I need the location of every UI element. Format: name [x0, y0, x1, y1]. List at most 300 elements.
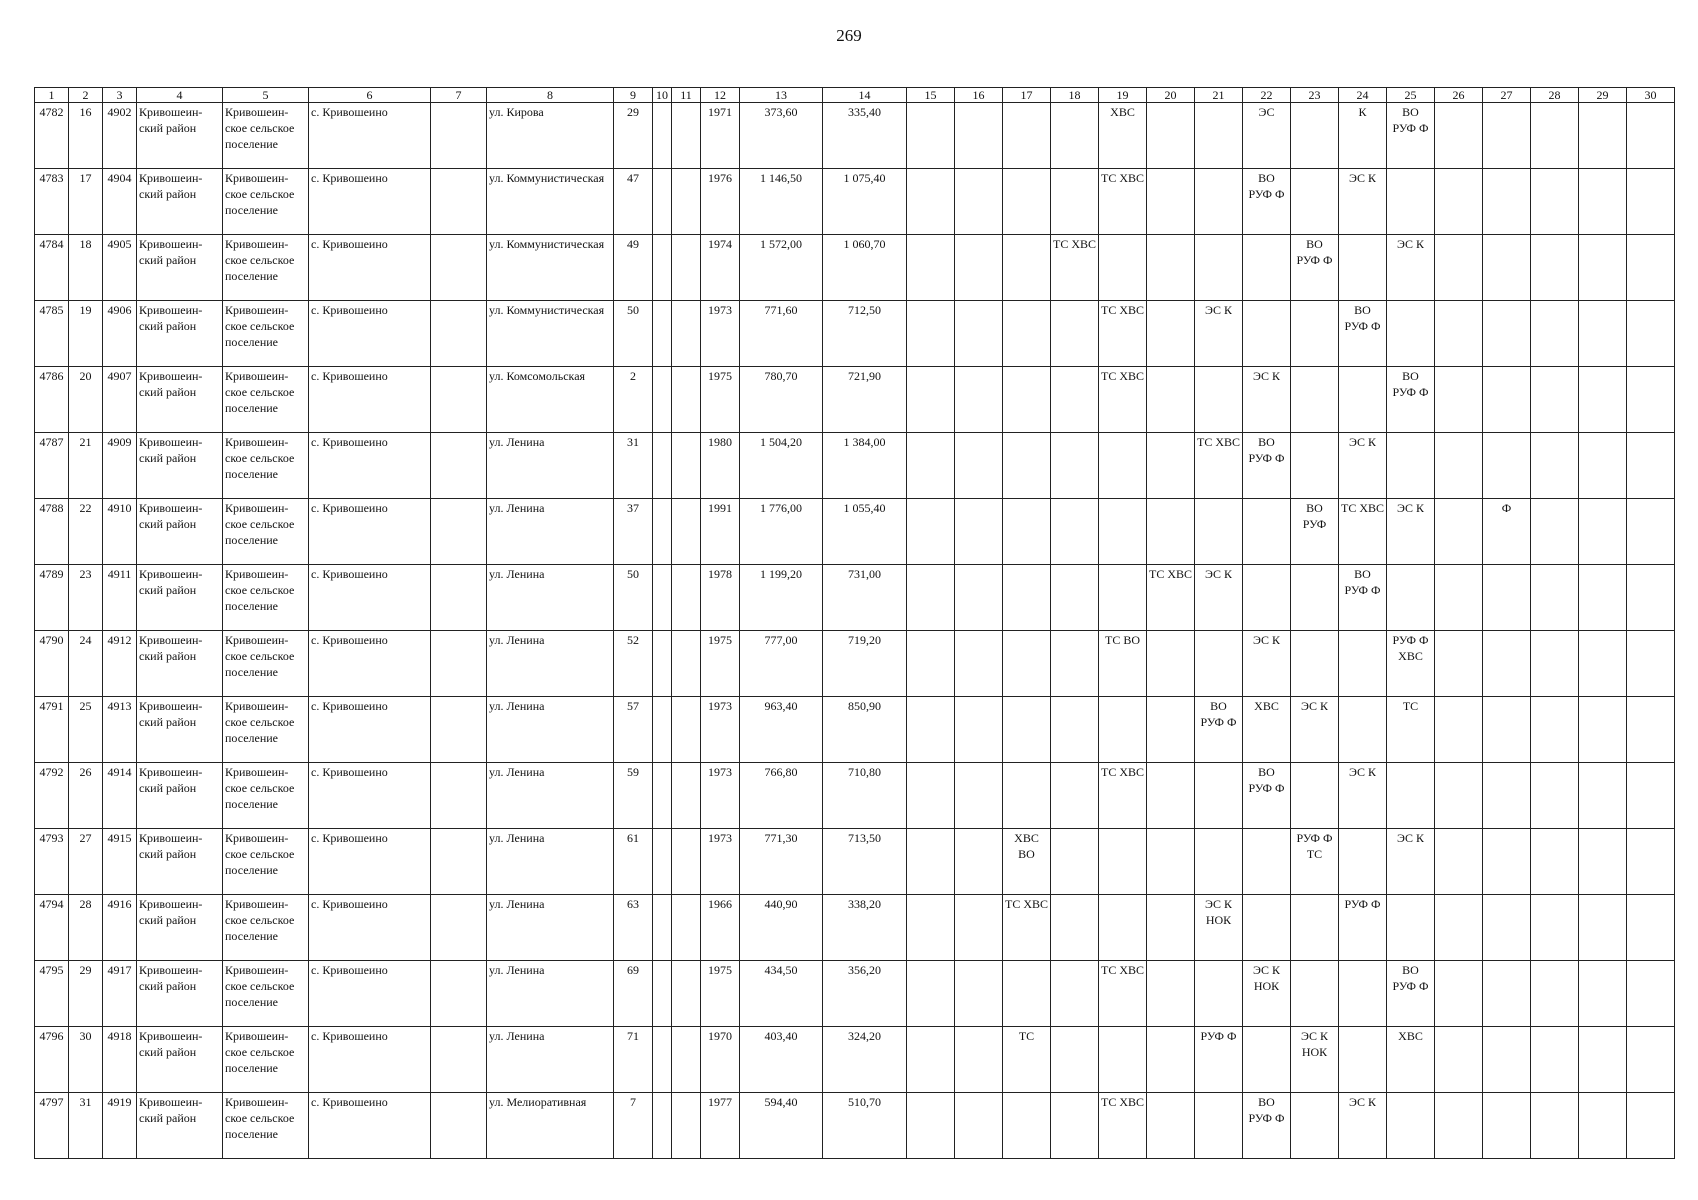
- table-cell-col-4: Кривошеин-ский район: [137, 631, 223, 697]
- table-cell-col-17: ТС: [1003, 1027, 1051, 1093]
- table-cell-col-28: [1531, 565, 1579, 631]
- table-cell-col-11: [672, 961, 701, 1027]
- table-row: [35, 499, 1675, 565]
- table-cell-col-15: [907, 763, 955, 829]
- table-cell-col-23: [1291, 763, 1339, 829]
- table-cell-col-15: [907, 1093, 955, 1159]
- table-cell-col-30: [1627, 433, 1675, 499]
- table-cell-col-18: [1051, 169, 1099, 235]
- table-cell-col-15: [907, 367, 955, 433]
- table-cell-col-2: 27: [69, 829, 103, 895]
- table-cell-col-25: [1387, 433, 1435, 499]
- table-cell-col-13: 771,30: [740, 829, 823, 895]
- column-header-10: 10: [653, 88, 672, 103]
- table-cell-col-6: с. Кривошеино: [309, 169, 431, 235]
- table-cell-col-24: [1339, 367, 1387, 433]
- table-cell-col-23: [1291, 1093, 1339, 1159]
- table-cell-col-11: [672, 367, 701, 433]
- column-header-21: 21: [1195, 88, 1243, 103]
- table-cell-col-5: Кривошеин-ское сельское поселение: [223, 631, 309, 697]
- table-cell-col-14: 731,00: [823, 565, 907, 631]
- table-cell-col-27: Ф: [1483, 499, 1531, 565]
- column-header-18: 18: [1051, 88, 1099, 103]
- table-cell-col-4: Кривошеин-ский район: [137, 367, 223, 433]
- table-cell-col-27: [1483, 565, 1531, 631]
- table-cell-col-10: [653, 697, 672, 763]
- table-cell-col-11: [672, 763, 701, 829]
- table-cell-col-3: 4909: [103, 433, 137, 499]
- table-cell-col-7: [431, 367, 487, 433]
- table-cell-col-26: [1435, 961, 1483, 1027]
- table-cell-col-2: 28: [69, 895, 103, 961]
- table-cell-col-12: 1973: [701, 829, 740, 895]
- column-header-30: 30: [1627, 88, 1675, 103]
- table-cell-col-5: Кривошеин-ское сельское поселение: [223, 367, 309, 433]
- column-header-13: 13: [740, 88, 823, 103]
- table-cell-col-28: [1531, 631, 1579, 697]
- table-cell-col-19: ТС ХВС: [1099, 367, 1147, 433]
- table-cell-col-8: ул. Ленина: [487, 697, 614, 763]
- table-cell-col-20: [1147, 169, 1195, 235]
- table-cell-col-23: [1291, 103, 1339, 169]
- table-cell-col-15: [907, 829, 955, 895]
- table-cell-col-14: 510,70: [823, 1093, 907, 1159]
- table-cell-col-5: Кривошеин-ское сельское поселение: [223, 499, 309, 565]
- table-cell-col-19: [1099, 829, 1147, 895]
- table-cell-col-3: 4910: [103, 499, 137, 565]
- table-cell-col-14: 850,90: [823, 697, 907, 763]
- table-cell-col-13: 1 146,50: [740, 169, 823, 235]
- table-cell-col-23: РУФ Ф ТС: [1291, 829, 1339, 895]
- table-cell-col-28: [1531, 829, 1579, 895]
- table-cell-col-3: 4917: [103, 961, 137, 1027]
- table-cell-col-14: 1 075,40: [823, 169, 907, 235]
- table-row: [35, 565, 1675, 631]
- table-cell-col-26: [1435, 895, 1483, 961]
- table-cell-col-21: [1195, 169, 1243, 235]
- table-cell-col-23: [1291, 433, 1339, 499]
- table-cell-col-16: [955, 763, 1003, 829]
- table-cell-col-11: [672, 169, 701, 235]
- table-cell-col-19: [1099, 565, 1147, 631]
- table-cell-col-21: [1195, 235, 1243, 301]
- table-cell-col-29: [1579, 301, 1627, 367]
- column-header-25: 25: [1387, 88, 1435, 103]
- column-header-1: 1: [35, 88, 69, 103]
- table-cell-col-22: ВО РУФ Ф: [1243, 433, 1291, 499]
- table-cell-col-6: с. Кривошеино: [309, 565, 431, 631]
- table-cell-col-3: 4913: [103, 697, 137, 763]
- table-cell-col-6: с. Кривошеино: [309, 631, 431, 697]
- table-cell-col-12: 1976: [701, 169, 740, 235]
- table-cell-col-13: 963,40: [740, 697, 823, 763]
- column-header-22: 22: [1243, 88, 1291, 103]
- table-cell-col-11: [672, 697, 701, 763]
- table-cell-col-3: 4904: [103, 169, 137, 235]
- column-header-20: 20: [1147, 88, 1195, 103]
- table-cell-col-3: 4902: [103, 103, 137, 169]
- table-cell-col-11: [672, 301, 701, 367]
- table-cell-col-5: Кривошеин-ское сельское поселение: [223, 829, 309, 895]
- table-cell-col-20: [1147, 697, 1195, 763]
- table-cell-col-3: 4918: [103, 1027, 137, 1093]
- table-cell-col-9: 59: [614, 763, 653, 829]
- table-cell-col-24: [1339, 961, 1387, 1027]
- table-cell-col-29: [1579, 169, 1627, 235]
- table-cell-col-26: [1435, 169, 1483, 235]
- table-row: [35, 169, 1675, 235]
- table-cell-col-3: 4911: [103, 565, 137, 631]
- table-cell-col-23: [1291, 631, 1339, 697]
- table-cell-col-10: [653, 169, 672, 235]
- table-cell-col-6: с. Кривошеино: [309, 235, 431, 301]
- table-cell-col-8: ул. Мелиоративная: [487, 1093, 614, 1159]
- column-header-29: 29: [1579, 88, 1627, 103]
- table-cell-col-15: [907, 235, 955, 301]
- table-cell-col-5: Кривошеин-ское сельское поселение: [223, 1027, 309, 1093]
- table-cell-col-26: [1435, 763, 1483, 829]
- table-cell-col-24: [1339, 631, 1387, 697]
- table-cell-col-8: ул. Коммунистическая: [487, 301, 614, 367]
- table-cell-col-1: 4788: [35, 499, 69, 565]
- column-header-11: 11: [672, 88, 701, 103]
- table-cell-col-30: [1627, 763, 1675, 829]
- table-cell-col-29: [1579, 565, 1627, 631]
- table-cell-col-20: [1147, 235, 1195, 301]
- table-cell-col-25: [1387, 301, 1435, 367]
- table-cell-col-25: ХВС: [1387, 1027, 1435, 1093]
- table-cell-col-2: 30: [69, 1027, 103, 1093]
- table-cell-col-5: Кривошеин-ское сельское поселение: [223, 235, 309, 301]
- table-cell-col-24: ВО РУФ Ф: [1339, 301, 1387, 367]
- table-cell-col-27: [1483, 1027, 1531, 1093]
- table-cell-col-7: [431, 433, 487, 499]
- table-cell-col-27: [1483, 631, 1531, 697]
- table-cell-col-26: [1435, 499, 1483, 565]
- table-cell-col-5: Кривошеин-ское сельское поселение: [223, 697, 309, 763]
- table-cell-col-4: Кривошеин-ский район: [137, 433, 223, 499]
- table-cell-col-22: [1243, 829, 1291, 895]
- table-cell-col-30: [1627, 697, 1675, 763]
- table-cell-col-6: с. Кривошеино: [309, 697, 431, 763]
- table-row: [35, 235, 1675, 301]
- table-cell-col-19: ТС ХВС: [1099, 1093, 1147, 1159]
- table-cell-col-8: ул. Комсомольская: [487, 367, 614, 433]
- table-cell-col-4: Кривошеин-ский район: [137, 235, 223, 301]
- table-cell-col-22: ЭС К: [1243, 367, 1291, 433]
- table-cell-col-13: 1 199,20: [740, 565, 823, 631]
- table-cell-col-1: 4791: [35, 697, 69, 763]
- table-cell-col-20: [1147, 631, 1195, 697]
- table-cell-col-9: 52: [614, 631, 653, 697]
- table-cell-col-1: 4794: [35, 895, 69, 961]
- table-cell-col-24: К: [1339, 103, 1387, 169]
- table-cell-col-27: [1483, 1093, 1531, 1159]
- table-cell-col-19: [1099, 697, 1147, 763]
- table-cell-col-9: 61: [614, 829, 653, 895]
- table-cell-col-22: [1243, 565, 1291, 631]
- column-header-15: 15: [907, 88, 955, 103]
- table-cell-col-17: [1003, 763, 1051, 829]
- table-cell-col-12: 1975: [701, 961, 740, 1027]
- table-cell-col-9: 31: [614, 433, 653, 499]
- table-cell-col-12: 1973: [701, 301, 740, 367]
- table-cell-col-10: [653, 235, 672, 301]
- table-cell-col-24: [1339, 697, 1387, 763]
- table-row: [35, 103, 1675, 169]
- table-cell-col-24: [1339, 235, 1387, 301]
- table-cell-col-21: ЭС К: [1195, 301, 1243, 367]
- table-cell-col-17: [1003, 301, 1051, 367]
- table-cell-col-6: с. Кривошеино: [309, 895, 431, 961]
- table-cell-col-15: [907, 565, 955, 631]
- table-cell-col-11: [672, 895, 701, 961]
- table-cell-col-26: [1435, 301, 1483, 367]
- table-cell-col-12: 1971: [701, 103, 740, 169]
- table-cell-col-6: с. Кривошеино: [309, 763, 431, 829]
- table-cell-col-5: Кривошеин-ское сельское поселение: [223, 1093, 309, 1159]
- table-cell-col-21: [1195, 829, 1243, 895]
- table-cell-col-18: [1051, 961, 1099, 1027]
- table-cell-col-25: ТС: [1387, 697, 1435, 763]
- table-cell-col-9: 69: [614, 961, 653, 1027]
- table-cell-col-2: 22: [69, 499, 103, 565]
- table-cell-col-24: [1339, 829, 1387, 895]
- table-cell-col-2: 16: [69, 103, 103, 169]
- table-cell-col-19: ТС ХВС: [1099, 961, 1147, 1027]
- table-cell-col-17: [1003, 565, 1051, 631]
- table-cell-col-6: с. Кривошеино: [309, 103, 431, 169]
- table-cell-col-11: [672, 565, 701, 631]
- table-cell-col-25: ЭС К: [1387, 829, 1435, 895]
- table-cell-col-7: [431, 169, 487, 235]
- table-cell-col-4: Кривошеин-ский район: [137, 961, 223, 1027]
- table-cell-col-17: [1003, 433, 1051, 499]
- table-cell-col-4: Кривошеин-ский район: [137, 1027, 223, 1093]
- table-cell-col-11: [672, 235, 701, 301]
- table-cell-col-11: [672, 103, 701, 169]
- table-cell-col-16: [955, 169, 1003, 235]
- table-cell-col-16: [955, 499, 1003, 565]
- column-header-17: 17: [1003, 88, 1051, 103]
- table-cell-col-1: 4786: [35, 367, 69, 433]
- table-cell-col-30: [1627, 103, 1675, 169]
- table-cell-col-17: [1003, 367, 1051, 433]
- table-cell-col-29: [1579, 1027, 1627, 1093]
- table-cell-col-27: [1483, 697, 1531, 763]
- table-cell-col-10: [653, 433, 672, 499]
- table-cell-col-17: [1003, 961, 1051, 1027]
- table-cell-col-24: ЭС К: [1339, 433, 1387, 499]
- table-row: [35, 631, 1675, 697]
- table-cell-col-28: [1531, 235, 1579, 301]
- table-cell-col-24: ЭС К: [1339, 763, 1387, 829]
- table-cell-col-26: [1435, 631, 1483, 697]
- table-cell-col-21: ВО РУФ Ф: [1195, 697, 1243, 763]
- table-cell-col-8: ул. Ленина: [487, 499, 614, 565]
- table-cell-col-15: [907, 433, 955, 499]
- table-cell-col-12: 1977: [701, 1093, 740, 1159]
- table-cell-col-29: [1579, 895, 1627, 961]
- table-cell-col-29: [1579, 631, 1627, 697]
- table-cell-col-25: [1387, 895, 1435, 961]
- table-cell-col-30: [1627, 367, 1675, 433]
- table-cell-col-18: [1051, 301, 1099, 367]
- table-cell-col-8: ул. Ленина: [487, 1027, 614, 1093]
- table-cell-col-10: [653, 1027, 672, 1093]
- table-cell-col-8: ул. Коммунистическая: [487, 169, 614, 235]
- table-cell-col-5: Кривошеин-ское сельское поселение: [223, 565, 309, 631]
- table-cell-col-16: [955, 103, 1003, 169]
- table-cell-col-1: 4790: [35, 631, 69, 697]
- table-cell-col-18: [1051, 103, 1099, 169]
- table-cell-col-20: [1147, 1027, 1195, 1093]
- table-cell-col-23: [1291, 961, 1339, 1027]
- table-cell-col-27: [1483, 301, 1531, 367]
- table-cell-col-29: [1579, 1093, 1627, 1159]
- table-cell-col-9: 37: [614, 499, 653, 565]
- table-cell-col-1: 4795: [35, 961, 69, 1027]
- table-cell-col-6: с. Кривошеино: [309, 829, 431, 895]
- table-row: [35, 697, 1675, 763]
- table-cell-col-4: Кривошеин-ский район: [137, 763, 223, 829]
- table-cell-col-19: ХВС: [1099, 103, 1147, 169]
- table-cell-col-2: 23: [69, 565, 103, 631]
- table-cell-col-13: 777,00: [740, 631, 823, 697]
- table-cell-col-14: 356,20: [823, 961, 907, 1027]
- table-cell-col-2: 25: [69, 697, 103, 763]
- table-cell-col-23: [1291, 301, 1339, 367]
- table-cell-col-17: [1003, 697, 1051, 763]
- table-cell-col-22: [1243, 499, 1291, 565]
- table-cell-col-28: [1531, 433, 1579, 499]
- table-cell-col-29: [1579, 499, 1627, 565]
- table-cell-col-21: [1195, 499, 1243, 565]
- table-cell-col-22: ЭС К: [1243, 631, 1291, 697]
- table-cell-col-12: 1973: [701, 763, 740, 829]
- table-cell-col-13: 780,70: [740, 367, 823, 433]
- table-cell-col-6: с. Кривошеино: [309, 499, 431, 565]
- table-cell-col-24: ЭС К: [1339, 1093, 1387, 1159]
- table-cell-col-15: [907, 103, 955, 169]
- table-cell-col-7: [431, 697, 487, 763]
- table-cell-col-16: [955, 433, 1003, 499]
- column-header-28: 28: [1531, 88, 1579, 103]
- table-cell-col-26: [1435, 103, 1483, 169]
- table-cell-col-21: [1195, 1093, 1243, 1159]
- table-cell-col-22: ВО РУФ Ф: [1243, 1093, 1291, 1159]
- column-number-header-row: [35, 88, 1675, 103]
- table-cell-col-30: [1627, 301, 1675, 367]
- table-cell-col-12: 1975: [701, 631, 740, 697]
- table-cell-col-9: 2: [614, 367, 653, 433]
- table-cell-col-2: 26: [69, 763, 103, 829]
- column-header-2: 2: [69, 88, 103, 103]
- table-cell-col-30: [1627, 961, 1675, 1027]
- table-cell-col-29: [1579, 961, 1627, 1027]
- column-header-6: 6: [309, 88, 431, 103]
- table-cell-col-30: [1627, 169, 1675, 235]
- table-cell-col-16: [955, 301, 1003, 367]
- table-cell-col-9: 7: [614, 1093, 653, 1159]
- table-cell-col-2: 19: [69, 301, 103, 367]
- table-cell-col-9: 50: [614, 301, 653, 367]
- table-cell-col-18: [1051, 895, 1099, 961]
- table-cell-col-6: с. Кривошеино: [309, 367, 431, 433]
- table-cell-col-25: [1387, 763, 1435, 829]
- table-cell-col-5: Кривошеин-ское сельское поселение: [223, 763, 309, 829]
- table-cell-col-8: ул. Ленина: [487, 565, 614, 631]
- table-cell-col-15: [907, 499, 955, 565]
- table-cell-col-12: 1991: [701, 499, 740, 565]
- table-cell-col-18: [1051, 697, 1099, 763]
- table-cell-col-16: [955, 697, 1003, 763]
- table-cell-col-7: [431, 565, 487, 631]
- table-cell-col-24: [1339, 1027, 1387, 1093]
- table-cell-col-14: 710,80: [823, 763, 907, 829]
- table-cell-col-14: 713,50: [823, 829, 907, 895]
- table-cell-col-7: [431, 301, 487, 367]
- table-cell-col-1: 4782: [35, 103, 69, 169]
- table-cell-col-2: 20: [69, 367, 103, 433]
- table-cell-col-22: ЭС: [1243, 103, 1291, 169]
- page-number: 269: [836, 26, 862, 45]
- column-header-8: 8: [487, 88, 614, 103]
- table-cell-col-6: с. Кривошеино: [309, 433, 431, 499]
- table-cell-col-1: 4792: [35, 763, 69, 829]
- table-cell-col-29: [1579, 367, 1627, 433]
- table-cell-col-27: [1483, 367, 1531, 433]
- table-body: [35, 103, 1675, 1159]
- table-cell-col-10: [653, 763, 672, 829]
- table-cell-col-25: ВО РУФ Ф: [1387, 103, 1435, 169]
- table-cell-col-12: 1980: [701, 433, 740, 499]
- table-cell-col-12: 1974: [701, 235, 740, 301]
- table-cell-col-22: [1243, 1027, 1291, 1093]
- table-cell-col-13: 373,60: [740, 103, 823, 169]
- table-cell-col-11: [672, 499, 701, 565]
- table-cell-col-19: ТС ХВС: [1099, 301, 1147, 367]
- table-cell-col-3: 4919: [103, 1093, 137, 1159]
- table-cell-col-15: [907, 697, 955, 763]
- table-cell-col-14: 335,40: [823, 103, 907, 169]
- table-cell-col-10: [653, 565, 672, 631]
- table-cell-col-26: [1435, 433, 1483, 499]
- table-cell-col-13: 1 776,00: [740, 499, 823, 565]
- table-cell-col-26: [1435, 829, 1483, 895]
- table-cell-col-16: [955, 631, 1003, 697]
- table-cell-col-28: [1531, 1093, 1579, 1159]
- table-cell-col-27: [1483, 433, 1531, 499]
- table-cell-col-24: ТС ХВС: [1339, 499, 1387, 565]
- table-cell-col-29: [1579, 829, 1627, 895]
- table-cell-col-3: 4906: [103, 301, 137, 367]
- table-cell-col-8: ул. Ленина: [487, 763, 614, 829]
- table-cell-col-4: Кривошеин-ский район: [137, 1093, 223, 1159]
- table-cell-col-7: [431, 763, 487, 829]
- table-cell-col-21: [1195, 103, 1243, 169]
- table-cell-col-9: 29: [614, 103, 653, 169]
- table-cell-col-10: [653, 895, 672, 961]
- table-cell-col-28: [1531, 301, 1579, 367]
- table-cell-col-19: ТС ВО: [1099, 631, 1147, 697]
- table-row: [35, 1093, 1675, 1159]
- table-cell-col-13: 403,40: [740, 1027, 823, 1093]
- table-cell-col-6: с. Кривошеино: [309, 1027, 431, 1093]
- column-header-4: 4: [137, 88, 223, 103]
- table-cell-col-18: [1051, 367, 1099, 433]
- column-header-19: 19: [1099, 88, 1147, 103]
